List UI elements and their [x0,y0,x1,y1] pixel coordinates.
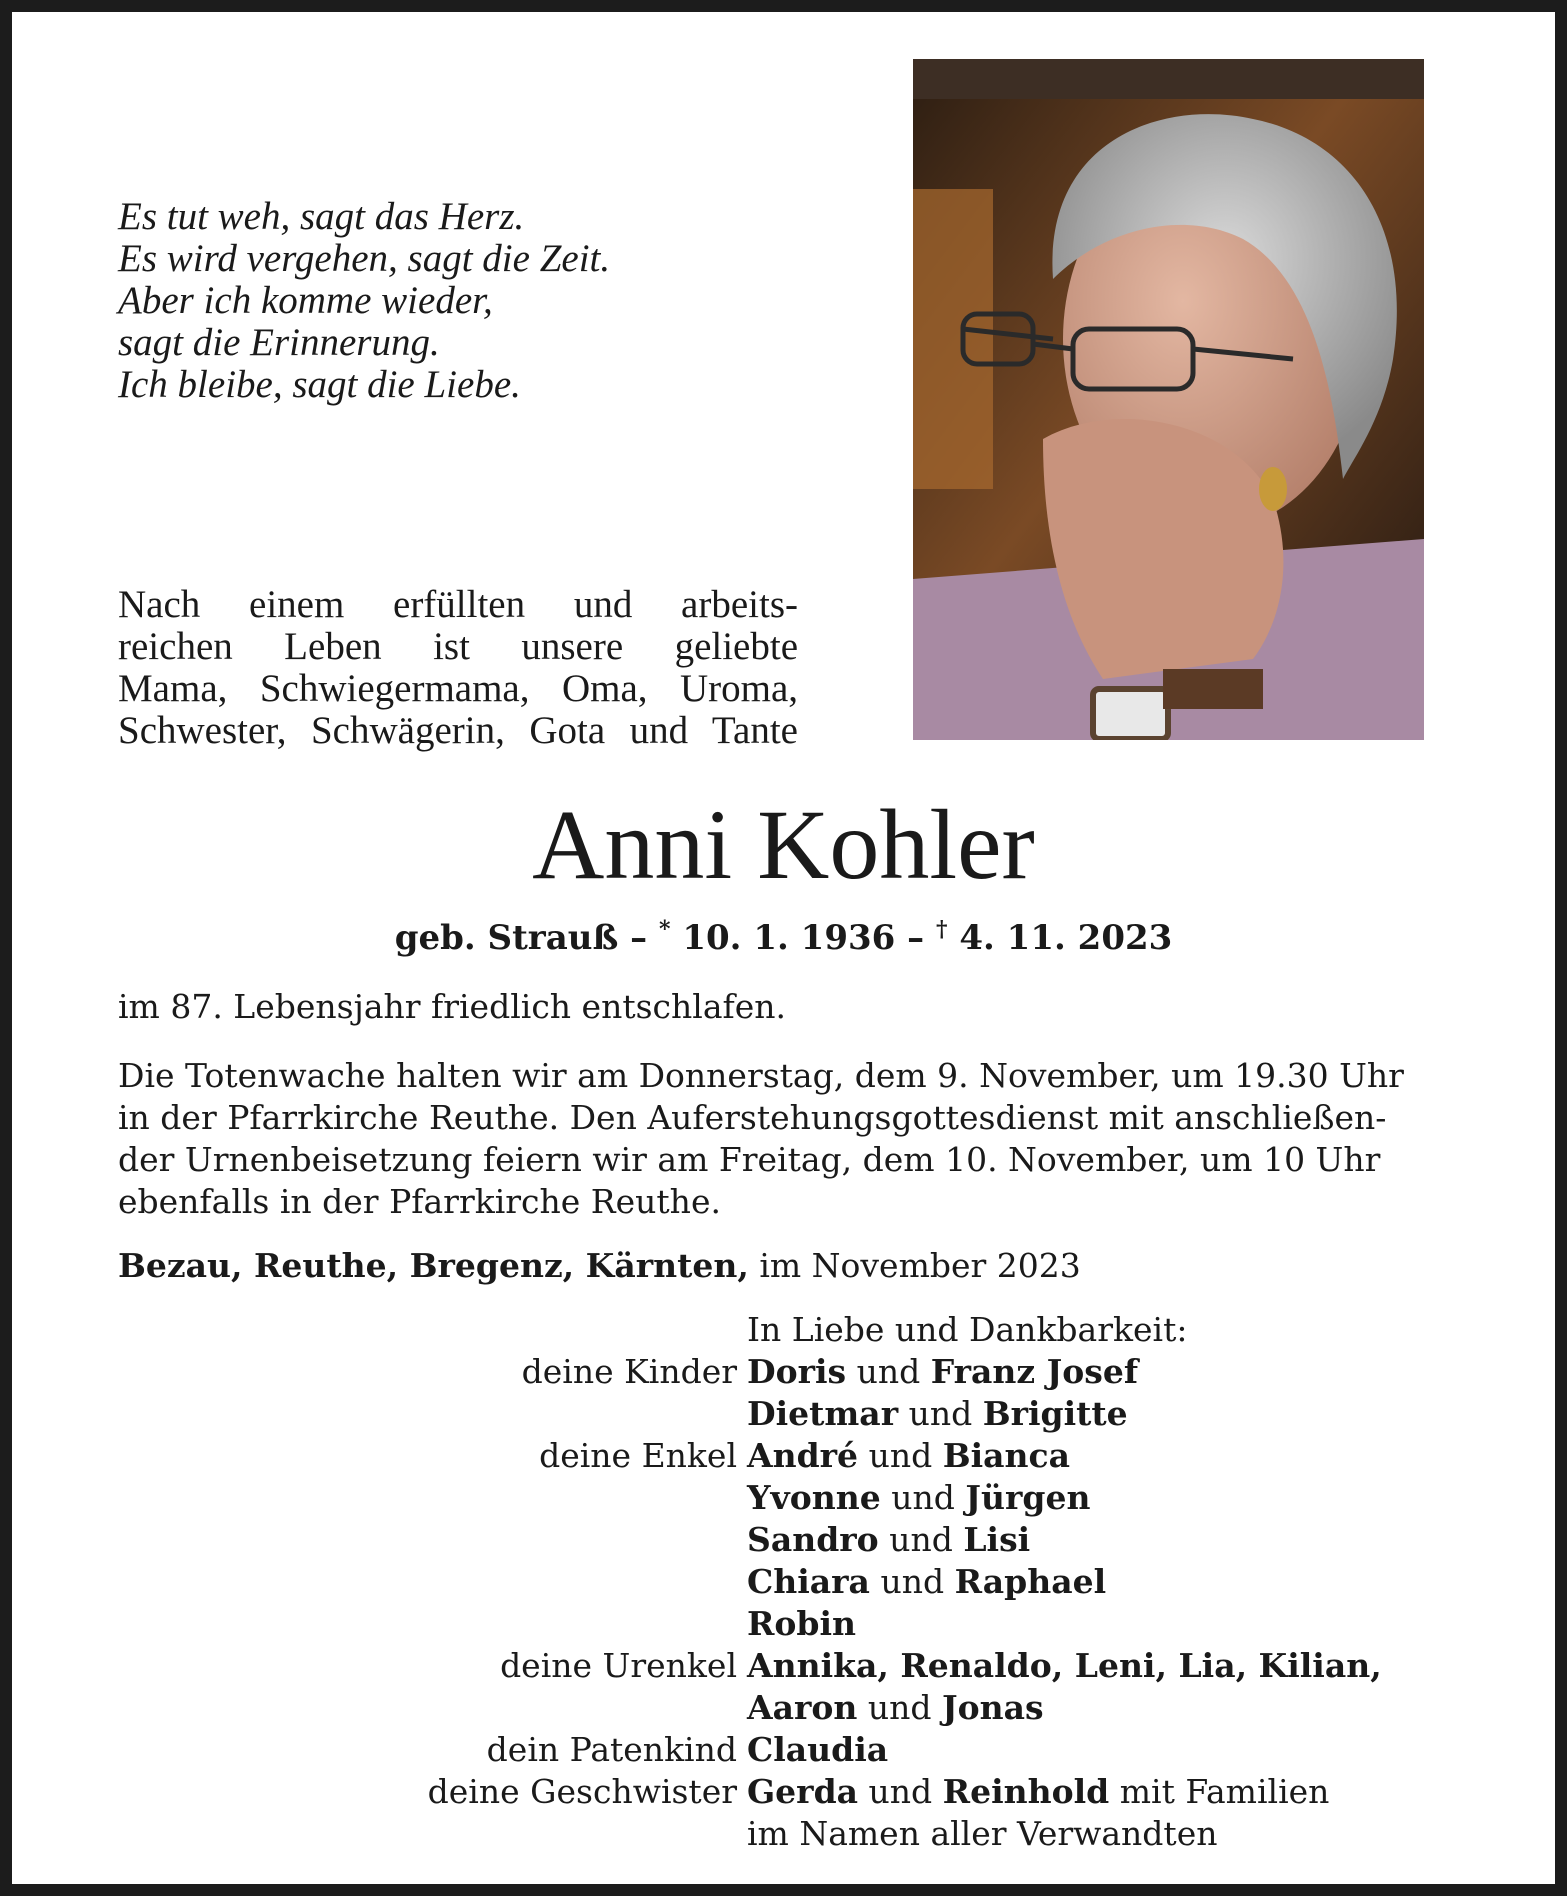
list-item [0,1393,1567,1435]
connector: und [908,1394,973,1433]
list-item [0,1813,1567,1855]
place-names: Bezau, Reuthe, Bregenz, Kärnten, [118,1246,749,1285]
portrait-illustration [913,59,1424,740]
life-dates [0,916,1567,960]
mourner-name: Franz Josef [930,1352,1139,1391]
mourner-name: Claudia [747,1730,889,1769]
ceremony-line: Die Totenwache halten wir am Donnerstag, dem 9. November, um 19.30 Uhr [118,1056,1404,1095]
connector: und [867,1688,932,1727]
deceased-name: Anni Kohler [532,789,1035,900]
death-symbol: † [935,916,948,943]
mourner-name: Bianca [942,1436,1070,1475]
intro-line: Nach einem erfüllten und arbeits- [118,583,798,626]
birth-date: 10. 1. 1936 – [682,918,925,958]
birth-name: geb. Strauß – [394,918,648,958]
connector: und [891,1478,955,1517]
poem [118,196,818,406]
relation-label: dein Patenkind [486,1730,737,1769]
poem-line: Ich bleibe, sagt die Liebe. [118,363,521,406]
mourner-name: Sandro [747,1520,879,1559]
closing-line: im Namen aller Verwandten [747,1814,1218,1853]
place-date [118,1245,1438,1287]
mourner-name: Chiara [747,1562,870,1601]
list-item [0,1561,1567,1603]
intro-text [118,584,798,752]
mourner-name: Lisi [963,1520,1031,1559]
families-suffix: mit Familien [1119,1772,1330,1811]
mourner-name: André [747,1436,859,1475]
mourner-name: Dietmar [747,1394,899,1433]
mourner-name: Yvonne [747,1478,881,1517]
connector: und [880,1562,945,1601]
mourner-name: Jonas [942,1688,1044,1727]
list-item [0,1729,1567,1771]
relation-label: deine Enkel [539,1436,737,1475]
connector: und [868,1772,933,1811]
mourner-name: Jürgen [965,1478,1091,1517]
poem-line: sagt die Erinnerung. [118,321,440,364]
mourner-name: Reinhold [942,1772,1110,1811]
list-item [0,1435,1567,1477]
relation-label: deine Kinder [521,1352,737,1391]
portrait-photo [913,59,1424,740]
birth-symbol: * [658,916,671,943]
ceremony-line: ebenfalls in der Pfarrkirche Reuthe. [118,1182,721,1221]
mourner-name: Annika, Renaldo, Leni, Lia, Kilian, [747,1646,1382,1685]
intro-line: Schwester, Schwägerin, Gota und Tante [118,709,798,752]
connector: und [889,1520,953,1559]
relation-label: deine Urenkel [500,1646,737,1685]
mourners-heading: In Liebe und Dankbarkeit: [747,1310,1188,1349]
age-line [118,986,1438,1028]
mourner-name: Gerda [747,1772,859,1811]
list-item [0,1603,1567,1645]
mourner-name: Raphael [954,1562,1107,1601]
list-item [0,1519,1567,1561]
connector: und [868,1436,933,1475]
intro-line: reichen Leben ist unsere geliebte [118,625,798,668]
list-item [0,1771,1567,1813]
intro-line: Mama, Schwiegermama, Oma, Uroma, [118,667,798,710]
list-item [0,1477,1567,1519]
mourners-list [0,1309,1567,1855]
list-item [0,1687,1567,1729]
ceremony-text [118,1055,1438,1223]
list-item [0,1645,1567,1687]
age-text: im 87. Lebensjahr friedlich entschlafen. [118,987,786,1026]
connector: und [856,1352,921,1391]
ceremony-line: in der Pfarrkirche Reuthe. Den Auferstehungsgottesdienst mit anschließen- [118,1098,1387,1137]
poem-line: Aber ich komme wieder, [118,279,493,322]
poem-line: Es wird vergehen, sagt die Zeit. [118,237,611,280]
ceremony-line: der Urnenbeisetzung feiern wir am Freitag, dem 10. November, um 10 Uhr [118,1140,1381,1179]
mourner-name: Doris [747,1352,847,1391]
place-month: im November 2023 [759,1246,1081,1285]
death-date: 4. 11. 2023 [959,918,1173,958]
list-item [0,1351,1567,1393]
relation-label: deine Geschwister [427,1772,737,1811]
mourner-name: Robin [747,1604,857,1643]
mourner-name: Brigitte [982,1394,1128,1433]
mourner-name: Aaron [747,1688,858,1727]
poem-line: Es tut weh, sagt das Herz. [118,195,525,238]
